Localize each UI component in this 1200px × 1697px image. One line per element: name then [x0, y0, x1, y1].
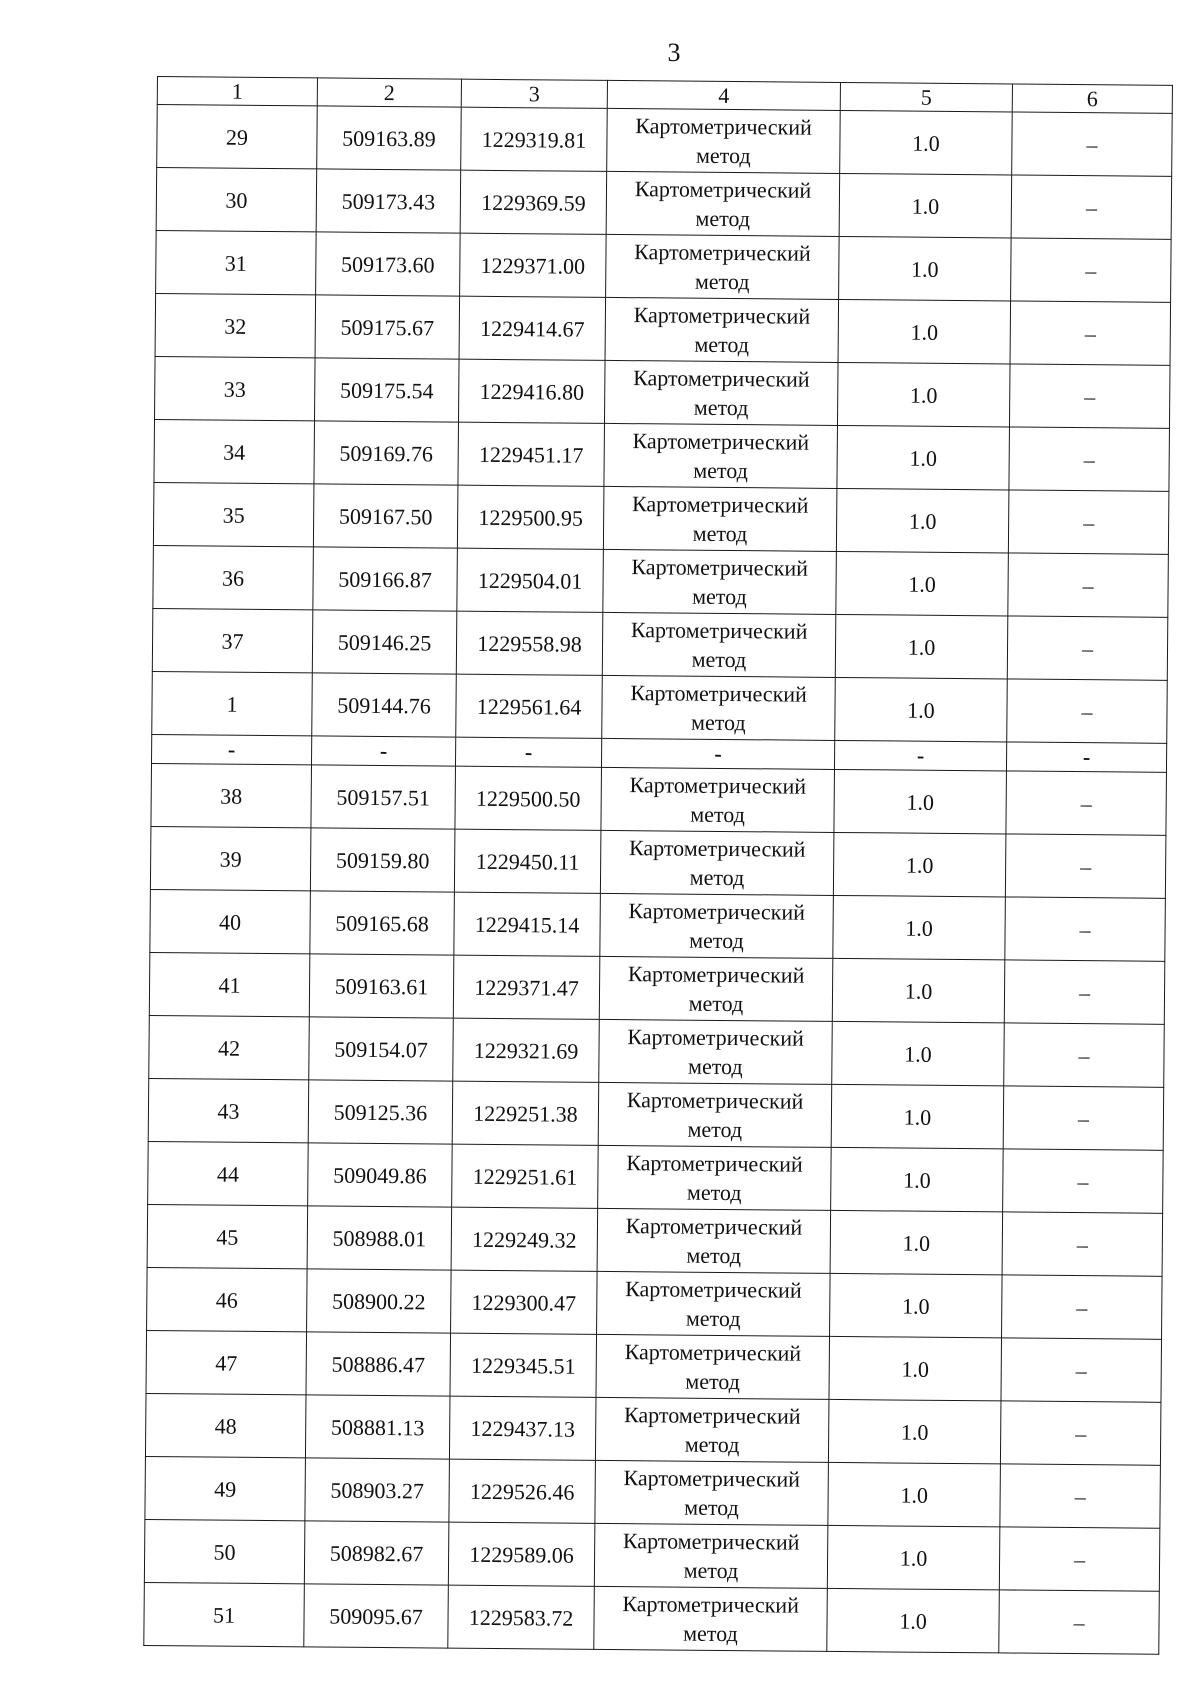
- column-header-2: 2: [317, 78, 461, 107]
- method-cell: [603, 549, 837, 614]
- point-number-cell: 47: [146, 1330, 307, 1394]
- method-cell: [603, 486, 837, 551]
- method-line-1: Картометрический: [627, 1024, 804, 1051]
- y-coordinate-cell: 1229450.11: [454, 829, 601, 893]
- x-coordinate-cell: 509163.89: [317, 106, 462, 170]
- x-coordinate-cell: 508988.01: [307, 1206, 452, 1270]
- note-cell: –: [1002, 1275, 1163, 1339]
- accuracy-cell: 1.0: [831, 1084, 1004, 1148]
- table-row: [149, 952, 1165, 1024]
- method-cell: [604, 423, 838, 488]
- accuracy-cell: 1.0: [833, 895, 1006, 959]
- method-line-2: метод: [688, 990, 744, 1017]
- method-line-1: Картометрический: [625, 1213, 803, 1240]
- method-line-1: Картометрический: [625, 1276, 802, 1303]
- method-line-2: метод: [690, 801, 745, 828]
- method-cell: [598, 1082, 832, 1147]
- table-row: [148, 1141, 1164, 1213]
- note-cell: –: [1012, 112, 1173, 176]
- method-line-2: метод: [685, 1368, 741, 1395]
- page-number: 3: [667, 38, 681, 67]
- column-header-3: 3: [461, 79, 607, 108]
- separator-cell: -: [601, 738, 834, 769]
- method-line-2: метод: [683, 1620, 738, 1647]
- note-cell: –: [1000, 1401, 1161, 1465]
- method-line-2: метод: [695, 205, 751, 232]
- point-number-cell: 48: [145, 1393, 306, 1457]
- method-line-1: Картометрический: [628, 898, 806, 925]
- method-line-1: Картометрический: [633, 302, 811, 329]
- method-cell: [606, 171, 840, 236]
- table-row: [144, 1582, 1160, 1654]
- x-coordinate-cell: 509175.54: [314, 358, 459, 422]
- method-cell: [606, 234, 840, 299]
- accuracy-cell: 1.0: [830, 1273, 1003, 1337]
- method-line-1: Картометрический: [632, 428, 810, 455]
- table-row: [147, 1204, 1163, 1276]
- point-number-cell: 29: [157, 105, 318, 169]
- method-cell: [594, 1586, 828, 1651]
- table-row: [157, 105, 1173, 177]
- accuracy-cell: 1.0: [827, 1525, 1000, 1589]
- y-coordinate-cell: 1229561.64: [456, 674, 603, 738]
- x-coordinate-cell: 509157.51: [311, 765, 456, 829]
- y-coordinate-cell: 1229583.72: [448, 1585, 595, 1649]
- point-number-cell: 36: [153, 545, 314, 609]
- separator-cell: -: [152, 734, 312, 764]
- y-coordinate-cell: 1229319.81: [461, 107, 608, 171]
- y-coordinate-cell: 1229500.95: [457, 485, 604, 549]
- y-coordinate-cell: 1229451.17: [458, 422, 605, 486]
- note-cell: –: [1010, 301, 1171, 365]
- note-cell: –: [1008, 490, 1169, 554]
- accuracy-cell: 1.0: [835, 677, 1008, 741]
- table-row: [149, 1015, 1165, 1087]
- y-coordinate-cell: 1229500.50: [455, 766, 602, 830]
- point-number-cell: 39: [150, 826, 311, 890]
- accuracy-cell: 1.0: [838, 299, 1011, 363]
- method-line-2: метод: [693, 457, 748, 484]
- method-cell: [599, 1019, 833, 1084]
- method-line-1: Картометрический: [635, 113, 812, 140]
- method-line-2: метод: [695, 142, 751, 169]
- method-line-1: Картометрический: [628, 835, 806, 862]
- method-cell: [597, 1208, 831, 1273]
- method-cell: [595, 1460, 829, 1525]
- point-number-cell: 40: [150, 889, 311, 953]
- accuracy-cell: 1.0: [839, 236, 1012, 300]
- note-cell: –: [999, 1590, 1160, 1654]
- point-number-cell: 51: [144, 1582, 305, 1646]
- method-cell: [605, 297, 839, 362]
- method-line-1: Картометрический: [634, 176, 812, 203]
- table-row: [144, 1519, 1160, 1591]
- method-line-2: метод: [686, 1179, 742, 1206]
- point-number-cell: 49: [145, 1456, 306, 1520]
- point-number-cell: 35: [153, 482, 314, 546]
- table-row: [155, 293, 1171, 365]
- y-coordinate-cell: 1229369.59: [460, 170, 607, 234]
- y-coordinate-cell: 1229437.13: [449, 1396, 596, 1460]
- method-line-1: Картометрический: [634, 239, 811, 266]
- method-line-2: метод: [694, 268, 750, 295]
- note-cell: –: [1007, 616, 1168, 680]
- note-cell: –: [1007, 679, 1168, 743]
- x-coordinate-cell: 509165.68: [310, 891, 455, 955]
- x-coordinate-cell: 509173.60: [316, 232, 461, 296]
- table-row: [153, 482, 1169, 554]
- point-number-cell: 1: [152, 671, 313, 735]
- separator-cell: -: [834, 740, 1006, 770]
- method-cell: [597, 1271, 831, 1336]
- table-row: [152, 671, 1168, 743]
- accuracy-cell: 1.0: [828, 1462, 1001, 1526]
- accuracy-cell: 1.0: [827, 1588, 1000, 1652]
- note-cell: –: [1003, 1149, 1164, 1213]
- point-number-cell: 42: [149, 1015, 310, 1079]
- point-number-cell: 46: [147, 1267, 308, 1331]
- x-coordinate-cell: 509167.50: [313, 484, 458, 548]
- accuracy-cell: 1.0: [836, 488, 1009, 552]
- method-line-2: метод: [687, 1053, 743, 1080]
- x-coordinate-cell: 509175.67: [315, 295, 460, 359]
- method-cell: [600, 830, 834, 895]
- table-row: [150, 889, 1166, 961]
- method-line-1: Картометрический: [626, 1150, 803, 1177]
- point-number-cell: 43: [148, 1078, 309, 1142]
- separator-cell: -: [311, 736, 455, 766]
- column-header-4: 4: [607, 80, 840, 110]
- x-coordinate-cell: 509146.25: [312, 610, 457, 674]
- method-line-2: метод: [684, 1494, 739, 1521]
- note-cell: –: [1011, 175, 1172, 239]
- separator-cell: -: [455, 737, 601, 767]
- x-coordinate-cell: 508903.27: [305, 1458, 450, 1522]
- table-row: [145, 1393, 1161, 1465]
- accuracy-cell: 1.0: [829, 1336, 1002, 1400]
- method-line-2: метод: [686, 1242, 742, 1269]
- method-line-1: Картометрический: [622, 1591, 800, 1618]
- y-coordinate-cell: 1229558.98: [456, 611, 603, 675]
- method-line-1: Картометрический: [631, 491, 809, 518]
- method-line-1: Картометрический: [623, 1402, 801, 1429]
- y-coordinate-cell: 1229300.47: [451, 1270, 598, 1334]
- x-coordinate-cell: 508900.22: [307, 1269, 452, 1333]
- point-number-cell: 37: [152, 608, 313, 672]
- accuracy-cell: 1.0: [832, 1021, 1005, 1085]
- table-row: [147, 1267, 1163, 1339]
- point-number-cell: 33: [155, 356, 316, 420]
- note-cell: –: [1004, 1023, 1165, 1087]
- x-coordinate-cell: 509125.36: [308, 1080, 453, 1144]
- y-coordinate-cell: 1229504.01: [457, 548, 604, 612]
- note-cell: –: [1000, 1464, 1161, 1528]
- x-coordinate-cell: 509049.86: [308, 1143, 453, 1207]
- point-number-cell: 44: [148, 1141, 309, 1205]
- method-line-1: Картометрический: [630, 680, 807, 707]
- method-cell: [601, 767, 835, 832]
- coordinates-sheet: [143, 76, 1172, 1655]
- accuracy-cell: 1.0: [836, 551, 1009, 615]
- table-row: [153, 545, 1169, 617]
- method-line-1: Картометрический: [631, 554, 809, 581]
- method-line-2: метод: [691, 646, 747, 673]
- x-coordinate-cell: 509169.76: [314, 421, 459, 485]
- method-line-2: метод: [693, 394, 749, 421]
- method-line-1: Картометрический: [623, 1465, 801, 1492]
- method-cell: [599, 956, 833, 1021]
- accuracy-cell: 1.0: [839, 173, 1012, 237]
- y-coordinate-cell: 1229526.46: [449, 1459, 596, 1523]
- column-header-1: 1: [157, 77, 317, 106]
- table-row: [152, 608, 1168, 680]
- method-line-1: Картометрический: [627, 961, 805, 988]
- y-coordinate-cell: 1229414.67: [459, 296, 606, 360]
- separator-cell: -: [1006, 742, 1166, 772]
- point-number-cell: 32: [155, 293, 316, 357]
- accuracy-cell: 1.0: [831, 1147, 1004, 1211]
- method-line-1: Картометрический: [622, 1528, 800, 1555]
- accuracy-cell: 1.0: [837, 362, 1010, 426]
- y-coordinate-cell: 1229415.14: [454, 892, 601, 956]
- y-coordinate-cell: 1229345.51: [450, 1333, 597, 1397]
- note-cell: –: [1005, 834, 1166, 898]
- method-line-1: Картометрический: [633, 365, 810, 392]
- column-header-5: 5: [840, 82, 1012, 111]
- accuracy-cell: 1.0: [840, 110, 1013, 174]
- point-number-cell: 30: [156, 168, 317, 232]
- note-cell: –: [1004, 960, 1165, 1024]
- method-line-2: метод: [692, 583, 747, 610]
- accuracy-cell: 1.0: [833, 832, 1006, 896]
- note-cell: –: [1002, 1212, 1163, 1276]
- point-number-cell: 45: [147, 1204, 308, 1268]
- method-line-2: метод: [690, 709, 746, 736]
- method-line-1: Картометрический: [630, 617, 808, 644]
- note-cell: –: [1001, 1338, 1162, 1402]
- x-coordinate-cell: 508886.47: [306, 1332, 451, 1396]
- method-line-1: Картометрический: [626, 1087, 804, 1114]
- x-coordinate-cell: 509163.61: [309, 954, 454, 1018]
- method-cell: [600, 893, 834, 958]
- point-number-cell: 50: [144, 1519, 305, 1583]
- x-coordinate-cell: 508881.13: [305, 1395, 450, 1459]
- y-coordinate-cell: 1229371.47: [453, 955, 600, 1019]
- y-coordinate-cell: 1229416.80: [458, 359, 605, 423]
- table-row: [151, 763, 1167, 835]
- coordinates-table: [143, 76, 1173, 1655]
- method-line-2: метод: [685, 1305, 741, 1332]
- point-number-cell: 34: [154, 419, 315, 483]
- x-coordinate-cell: 509144.76: [312, 673, 457, 737]
- method-cell: [598, 1145, 832, 1210]
- x-coordinate-cell: 509166.87: [313, 547, 458, 611]
- method-line-2: метод: [684, 1431, 740, 1458]
- method-line-2: метод: [687, 1116, 743, 1143]
- x-coordinate-cell: 508982.67: [304, 1521, 449, 1585]
- method-line-2: метод: [692, 520, 748, 547]
- y-coordinate-cell: 1229249.32: [451, 1207, 598, 1271]
- table-row: [148, 1078, 1164, 1150]
- method-line-2: метод: [683, 1557, 739, 1584]
- method-line-2: метод: [689, 927, 744, 954]
- point-number-cell: 41: [149, 952, 310, 1016]
- table-row: [150, 826, 1166, 898]
- table-row: [155, 356, 1171, 428]
- method-cell: [595, 1397, 829, 1462]
- table-row: [156, 230, 1172, 302]
- method-line-2: метод: [694, 331, 750, 358]
- note-cell: –: [1009, 364, 1170, 428]
- y-coordinate-cell: 1229321.69: [453, 1018, 600, 1082]
- table-row: [156, 168, 1172, 240]
- accuracy-cell: 1.0: [828, 1399, 1001, 1463]
- y-coordinate-cell: 1229251.61: [452, 1144, 599, 1208]
- note-cell: –: [999, 1527, 1160, 1591]
- method-cell: [602, 612, 836, 677]
- note-cell: –: [1005, 897, 1166, 961]
- x-coordinate-cell: 509173.43: [316, 169, 461, 233]
- x-coordinate-cell: 509095.67: [304, 1584, 449, 1648]
- table-row: [154, 419, 1170, 491]
- note-cell: –: [1003, 1086, 1164, 1150]
- method-cell: [607, 108, 841, 173]
- column-header-6: 6: [1012, 84, 1172, 113]
- x-coordinate-cell: 509159.80: [310, 828, 455, 892]
- accuracy-cell: 1.0: [837, 425, 1010, 489]
- note-cell: –: [1009, 427, 1170, 491]
- method-line-1: Картометрический: [629, 772, 807, 799]
- x-coordinate-cell: 509154.07: [309, 1017, 454, 1081]
- y-coordinate-cell: 1229251.38: [452, 1081, 599, 1145]
- point-number-cell: 38: [151, 763, 312, 827]
- point-number-cell: 31: [156, 230, 317, 294]
- method-line-1: Картометрический: [624, 1339, 802, 1366]
- accuracy-cell: 1.0: [830, 1210, 1003, 1274]
- note-cell: –: [1008, 553, 1169, 617]
- method-cell: [604, 360, 838, 425]
- method-cell: [594, 1523, 828, 1588]
- y-coordinate-cell: 1229589.06: [448, 1522, 595, 1586]
- method-line-2: метод: [689, 864, 745, 891]
- accuracy-cell: 1.0: [835, 614, 1008, 678]
- accuracy-cell: 1.0: [834, 769, 1007, 833]
- note-cell: –: [1011, 238, 1172, 302]
- method-cell: [596, 1334, 830, 1399]
- accuracy-cell: 1.0: [832, 958, 1005, 1022]
- note-cell: –: [1006, 771, 1167, 835]
- table-row: [146, 1330, 1162, 1402]
- table-body: [144, 77, 1173, 1655]
- y-coordinate-cell: 1229371.00: [460, 233, 607, 297]
- method-cell: [602, 675, 836, 740]
- table-row: [145, 1456, 1161, 1528]
